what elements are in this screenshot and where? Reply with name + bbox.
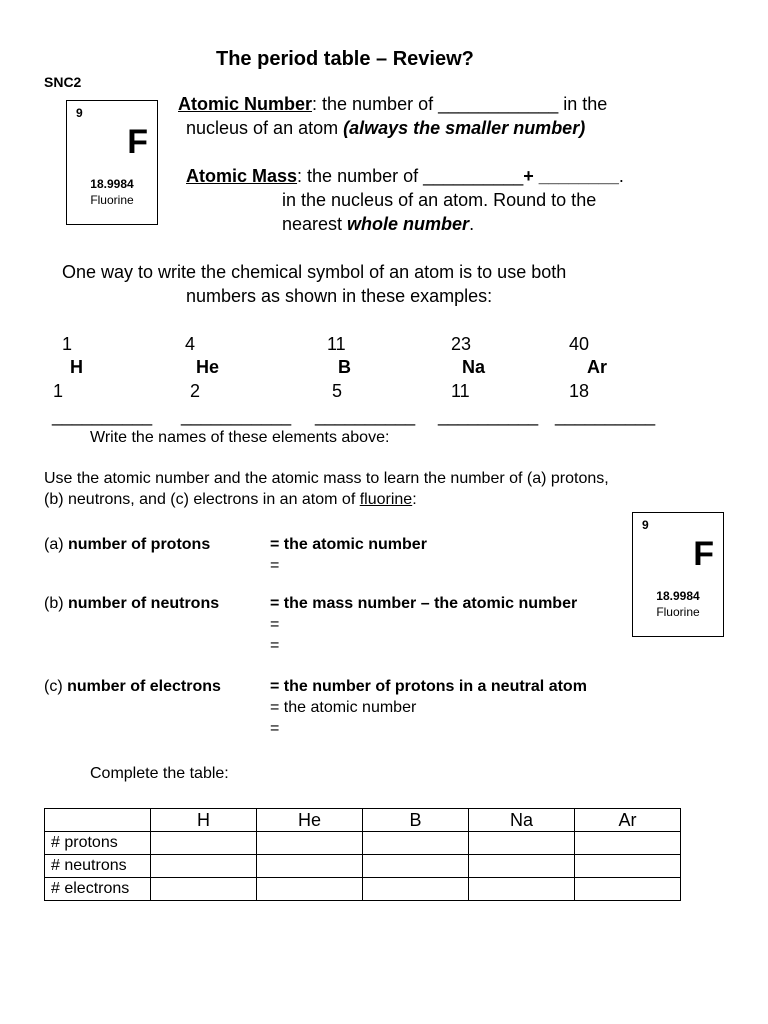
atomic-mass-def-line2: in the nucleus of an atom. Round to the <box>282 190 597 210</box>
table-header-row <box>45 809 681 832</box>
example-he-number: 2 <box>190 381 201 401</box>
blank-h: __________ <box>52 406 153 426</box>
example-na-number: 11 <box>451 381 470 401</box>
use-text-line2 <box>44 491 417 509</box>
table-cell[interactable] <box>257 855 363 878</box>
example-h-symbol: H <box>70 357 83 377</box>
table-header-cell: H <box>151 809 257 832</box>
question-a-label <box>44 536 210 554</box>
atomic-number-term: Atomic Number <box>178 94 313 114</box>
question-b-label <box>44 595 219 613</box>
table-cell[interactable] <box>363 832 469 855</box>
table-cell[interactable] <box>469 855 575 878</box>
example-b-symbol: B <box>338 357 351 377</box>
example-na-mass: 23 <box>451 334 472 354</box>
page-title: The period table – Review? <box>216 48 474 70</box>
question-b-line3: = <box>270 637 280 654</box>
fluorine-link: fluorine <box>359 491 413 508</box>
whole-number-emphasis: whole number <box>347 214 470 234</box>
atomic-mass-def-line3-end: . <box>469 214 475 234</box>
example-he-symbol: He <box>196 357 220 377</box>
atomic-mass-def-b: + ________ <box>523 166 619 186</box>
table-header-cell: He <box>257 809 363 832</box>
use-text-line2-end: : <box>412 491 417 508</box>
question-a-letter: (a) <box>44 536 68 553</box>
element-table <box>44 808 681 901</box>
table-header-cell: Na <box>469 809 575 832</box>
card-mass: 18.9984 <box>656 589 700 603</box>
example-na-symbol: Na <box>462 357 486 377</box>
question-a-line2: = <box>270 557 280 574</box>
atomic-number-emphasis: (always the smaller number) <box>343 118 586 138</box>
intro-line2: numbers as shown in these examples: <box>186 286 493 306</box>
card-atomic-number: 9 <box>76 106 83 120</box>
atomic-mass-def-a: : the number of __________ <box>297 166 524 186</box>
table-row-label: # electrons <box>45 878 151 901</box>
table-cell[interactable] <box>575 878 681 901</box>
use-text-line1: Use the atomic number and the atomic mass to learn the number of (a) protons, <box>44 470 609 487</box>
question-c-label <box>44 678 221 696</box>
table-row-label: # protons <box>45 832 151 855</box>
blank-na: __________ <box>438 406 539 426</box>
table-row <box>45 855 681 878</box>
atomic-number-def-line2 <box>186 118 585 139</box>
example-b-number: 5 <box>332 381 343 401</box>
intro-line1: One way to write the chemical symbol of an atom is to use both <box>62 262 567 282</box>
question-c-line2: = the atomic number <box>270 699 417 716</box>
question-c-rule: = the number of protons in a neutral atom <box>270 678 587 695</box>
example-he-mass: 4 <box>185 334 196 354</box>
atomic-mass-def-line3 <box>282 214 474 235</box>
example-h-number: 1 <box>53 381 64 401</box>
question-b-rule: = the mass number – the atomic number <box>270 595 578 612</box>
question-b-title: number of neutrons <box>68 595 220 612</box>
table-row <box>45 832 681 855</box>
example-ar-symbol: Ar <box>587 357 608 377</box>
names-instruction: Write the names of these elements above: <box>90 429 390 446</box>
example-ar-mass: 40 <box>569 334 590 354</box>
card-symbol: F <box>127 123 148 161</box>
use-text-line2-start: (b) neutrons, and (c) electrons in an atom of <box>44 491 360 508</box>
atomic-number-def-line1: : the number of ____________ in the <box>312 94 608 114</box>
table-cell[interactable] <box>151 878 257 901</box>
example-h-mass: 1 <box>62 334 73 354</box>
element-card-fluorine <box>66 100 158 225</box>
table-row <box>45 878 681 901</box>
question-c-letter: (c) <box>44 678 68 695</box>
example-ar-number: 18 <box>569 381 590 401</box>
table-cell[interactable] <box>575 855 681 878</box>
atomic-mass-def-c: . <box>618 166 624 186</box>
table-cell[interactable] <box>469 832 575 855</box>
table-cell[interactable] <box>257 878 363 901</box>
card-atomic-number: 9 <box>642 518 649 532</box>
table-cell[interactable] <box>151 855 257 878</box>
atomic-mass-term: Atomic Mass <box>186 166 298 186</box>
complete-instruction: Complete the table: <box>90 765 229 782</box>
card-name: Fluorine <box>90 193 134 207</box>
table-header-cell: Ar <box>575 809 681 832</box>
question-c-title: number of electrons <box>67 678 221 695</box>
atomic-mass-definition <box>186 166 624 187</box>
card-symbol: F <box>693 535 714 573</box>
table-cell[interactable] <box>257 832 363 855</box>
blank-b: __________ <box>315 406 416 426</box>
atomic-number-definition <box>178 94 607 115</box>
table-cell[interactable] <box>469 878 575 901</box>
table-cell[interactable] <box>363 855 469 878</box>
table-header-cell <box>45 809 151 832</box>
question-b-line2: = <box>270 616 280 633</box>
question-c-line3: = <box>270 720 280 737</box>
example-b-mass: 11 <box>327 334 346 354</box>
table-row-label: # neutrons <box>45 855 151 878</box>
blank-ar: __________ <box>555 406 656 426</box>
card-name: Fluorine <box>656 605 700 619</box>
element-card-fluorine-2 <box>632 512 724 637</box>
table-header-cell: B <box>363 809 469 832</box>
course-code: SNC2 <box>44 74 82 90</box>
table-cell[interactable] <box>151 832 257 855</box>
atomic-number-def-text: nucleus of an atom <box>186 118 344 138</box>
atomic-mass-def-line3-start: nearest <box>282 214 348 234</box>
card-mass: 18.9984 <box>90 177 134 191</box>
question-b-letter: (b) <box>44 595 68 612</box>
question-a-title: number of protons <box>68 536 211 553</box>
question-a-rule: = the atomic number <box>270 536 427 553</box>
table-cell[interactable] <box>575 832 681 855</box>
table-cell[interactable] <box>363 878 469 901</box>
blank-he: ___________ <box>181 406 292 426</box>
